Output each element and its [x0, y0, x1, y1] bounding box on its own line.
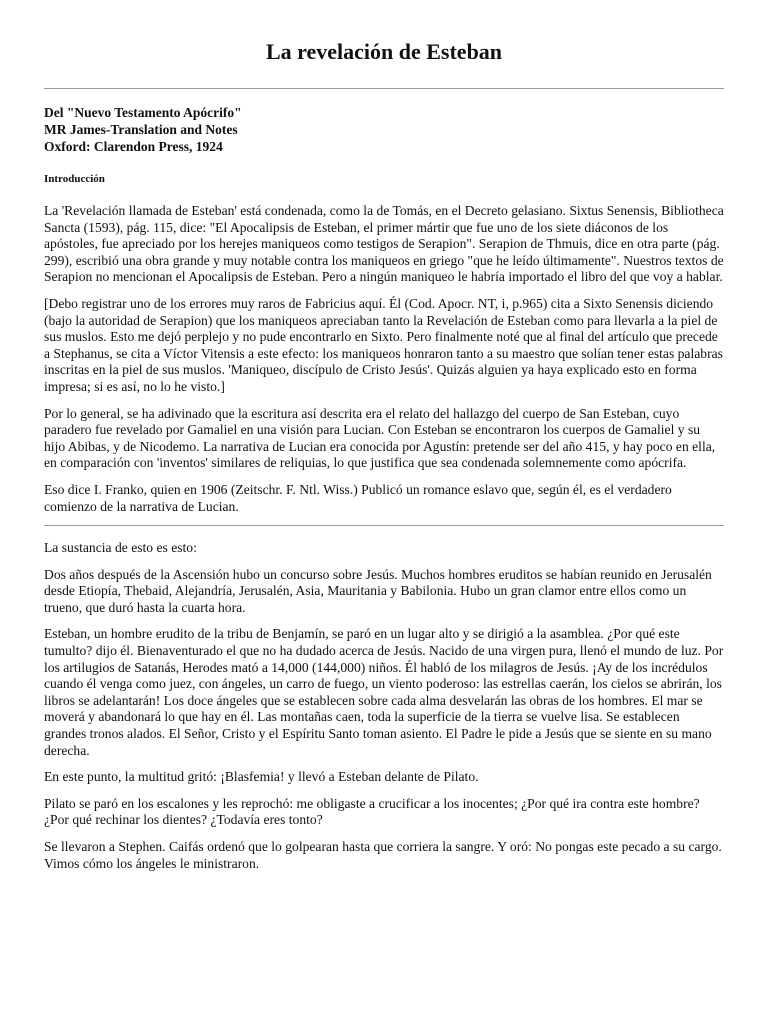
document-title: La revelación de Esteban: [265, 39, 503, 64]
section-divider: [44, 525, 724, 526]
source-line-work: Del "Nuevo Testamento Apócrifo": [44, 105, 242, 120]
body-paragraph: En este punto, la multitud gritó: ¡Blasfemia! y llevó a Esteban delante de Pilato.: [44, 769, 479, 785]
body-paragraph: La sustancia de esto es esto:: [44, 540, 197, 556]
body-paragraph: Dos años después de la Ascensión hubo un concurso sobre Jesús. Muchos hombres eruditos se habían reunido en Jerusalén desde Etiopía, Thebaid, Alejandría, Jerusalén, Asia, Mauritania y Babilonia. Hubo un gran clamor entre ellos como un trueno, que duró hasta la cuarta hora.: [44, 566, 712, 615]
intro-paragraph: Por lo general, se ha adivinado que la escritura así descrita era el relato del hallazgo del cuerpo de San Esteban, cuyo paradero fue revelado por Gamaliel en una visión para Lucian. Con Esteban se encontraron los cuerpos de Gamaliel y su hijo Abibas, y de Nicodemo. La narrativa de Lucian era conocida por Agustín: pretende ser del año 415, y hay poco en ella, en comparación con 'inventos' similares de reliquias, lo que justifica que sea condenada solemnemente como apócrifa.: [44, 405, 716, 471]
source-line-author: MR James-Translation and Notes: [44, 122, 238, 137]
title-divider: [44, 88, 724, 89]
intro-paragraph: La 'Revelación llamada de Esteban' está condenada, como la de Tomás, en el Decreto gelasiano. Sixtus Senensis, Bibliotheca Sancta (1593), pág. 115, dice: "El Apocalipsis de Esteban, el primer mártir que fue uno de los siete diáconos de los apóstoles, fue apreciado por los herejes maniqueos como testigos de Serapion". Serapion de Thmuis, dice en otra parte (pág. 299), escribió una obra grande y muy notable contra los maniqueos en griego "que he leído últimamente". Nuestros textos de Serapion no mencionan el Apocalipsis de Esteban. Pero a ningún maniqueo le habría importado el libro del que voy a hablar.: [44, 203, 724, 285]
intro-paragraph: Eso dice I. Franko, quien en 1906 (Zeitschr. F. Ntl. Wiss.) Publicó un romance eslavo que, según él, es el verdadero comienzo de la narrativa de Lucian.: [44, 481, 672, 514]
intro-paragraph: [Debo registrar uno de los errores muy raros de Fabricius aquí. Él (Cod. Apocr. NT, i, p.965) cita a Sixto Senensis diciendo (bajo la autoridad de Serapion) que los maniqueos apreciaban tanto la Revelación de Esteban como para llevarla a la piel de sus muslos. Esto me dejó perplejo y no pude encontrarlo en Sixto. Pero finalmente noté que al final del artículo que precede a Stephanus, se cita a Víctor Vitensis a este efecto: los maniqueos honraron tanto a su maestro que solían tener estas palabras inscritas en la piel de sus muslos. 'Maniqueo, discípulo de Cristo Jesús'. Quizás alguien ya haya explicado esto en forma impresa; si es así, no lo he visto.]: [44, 295, 723, 394]
source-line-publisher: Oxford: Clarendon Press, 1924: [44, 139, 223, 154]
body-paragraph: Esteban, un hombre erudito de la tribu de Benjamín, se paró en un lugar alto y se dirigió a la asamblea. ¿Por qué este tumulto? dijo él. Bienaventurado el que no ha dudado acerca de Jesús. Nacido de una virgen pura, llenó el mundo de luz. Por los artilugios de Satanás, Herodes mató a 14,000 (144,000) niños. Él habló de los milagros de Jesús. ¡Ay de los incrédulos cuando él venga como juez, con ángeles, un carro de fuego, un viento poderoso: las estrellas caerán, los cielos se abrirán, los libros se adelantarán! Los doce ángeles que se establecen sobre cada alma desvelarán las obras de los hombres. El mar se moverá y abandonará lo que hay en él. Las montañas caen, toda la superficie de la tierra se vuelve lisa. Se establecen grandes tronos alados. El Señor, Cristo y el Espíritu Santo toman asiento. El Padre le pide a Jesús que se siente en su mano derecha.: [44, 626, 724, 758]
intro-heading: Introducción: [44, 173, 105, 185]
body-paragraph: Pilato se paró en los escalones y les reprochó: me obligaste a crucificar a los inocentes; ¿Por qué ira contra este hombre? ¿Por qué rechinar los dientes? ¿Todavía eres tonto?: [44, 795, 700, 828]
body-paragraph: Se llevaron a Stephen. Caifás ordenó que lo golpearan hasta que corriera la sangre. Y oró: No pongas este pecado a su cargo. Vimos cómo los ángeles le ministraron.: [44, 839, 722, 871]
source-citation: [44, 104, 724, 155]
